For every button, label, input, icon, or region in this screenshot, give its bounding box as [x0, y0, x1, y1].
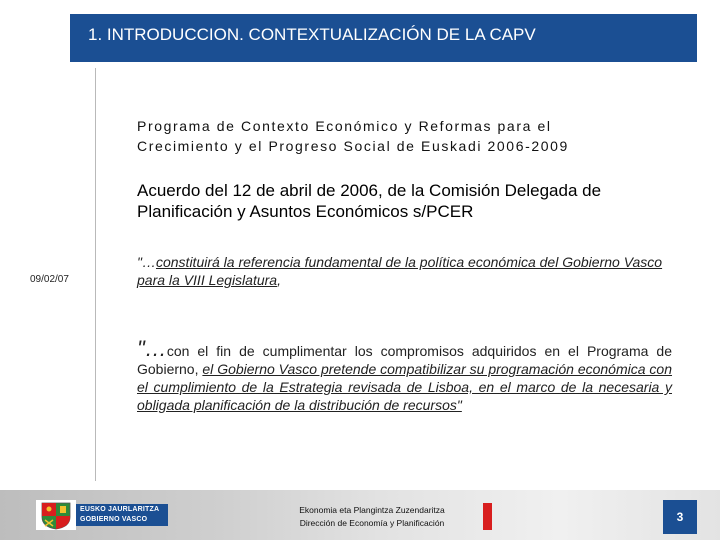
coat-of-arms-icon [36, 500, 76, 530]
department-basque: Ekonomia eta Plangintza Zuzendaritza [299, 505, 445, 515]
quote-policy-reference [137, 253, 677, 289]
logo-line-2: GOBIERNO VASCO [80, 516, 148, 523]
logo-line-1: EUSKO JAURLARITZA [80, 506, 160, 513]
quote-policy-text: constituirá la referencia fundamental de la política económica del Gobierno Vasco para la VIII Legislatura [137, 254, 663, 288]
program-heading-line-1: Programa de Contexto Económico y Reformas para el [137, 118, 552, 134]
quote-open-mark: "… [137, 336, 167, 361]
quote-policy-suffix: , [277, 272, 281, 288]
footer-department [272, 504, 472, 530]
quote-objectives [137, 336, 673, 414]
slide-date: 09/02/07 [30, 274, 69, 285]
department-spanish: Dirección de Economía y Planificación [299, 518, 445, 528]
page-title: 1. INTRODUCCION. CONTEXTUALIZACIÓN DE LA CAPV [88, 25, 536, 44]
page-number-badge: 3 [663, 500, 697, 534]
left-divider [95, 68, 96, 481]
agreement-heading-line-1: Acuerdo del 12 de abril de 2006, de la Comisión Delegada de [137, 181, 602, 200]
footer-red-accent [483, 503, 492, 530]
quote-objectives-underlined: el Gobierno Vasco pretende compatibilizar su programación económica con el cumplimiento de la Estrategia revisada de Lisboa, en el marco de la necesaria y obligada planificación de la distribución de recursos" [137, 361, 673, 413]
agreement-heading [137, 180, 677, 222]
program-heading [137, 116, 697, 156]
logo-wordmark [76, 504, 168, 526]
quote-open-mark: "… [137, 254, 156, 270]
program-heading-line-2: Crecimiento y el Progreso Social de Euskadi 2006-2009 [137, 138, 569, 154]
agreement-heading-line-2: Planificación y Asuntos Económicos s/PCER [137, 202, 474, 221]
gobierno-vasco-logo [36, 500, 168, 530]
quote-objectives-plain: con el fin de cumplimentar los compromisos adquiridos en el Programa de Gobierno, [137, 343, 672, 377]
